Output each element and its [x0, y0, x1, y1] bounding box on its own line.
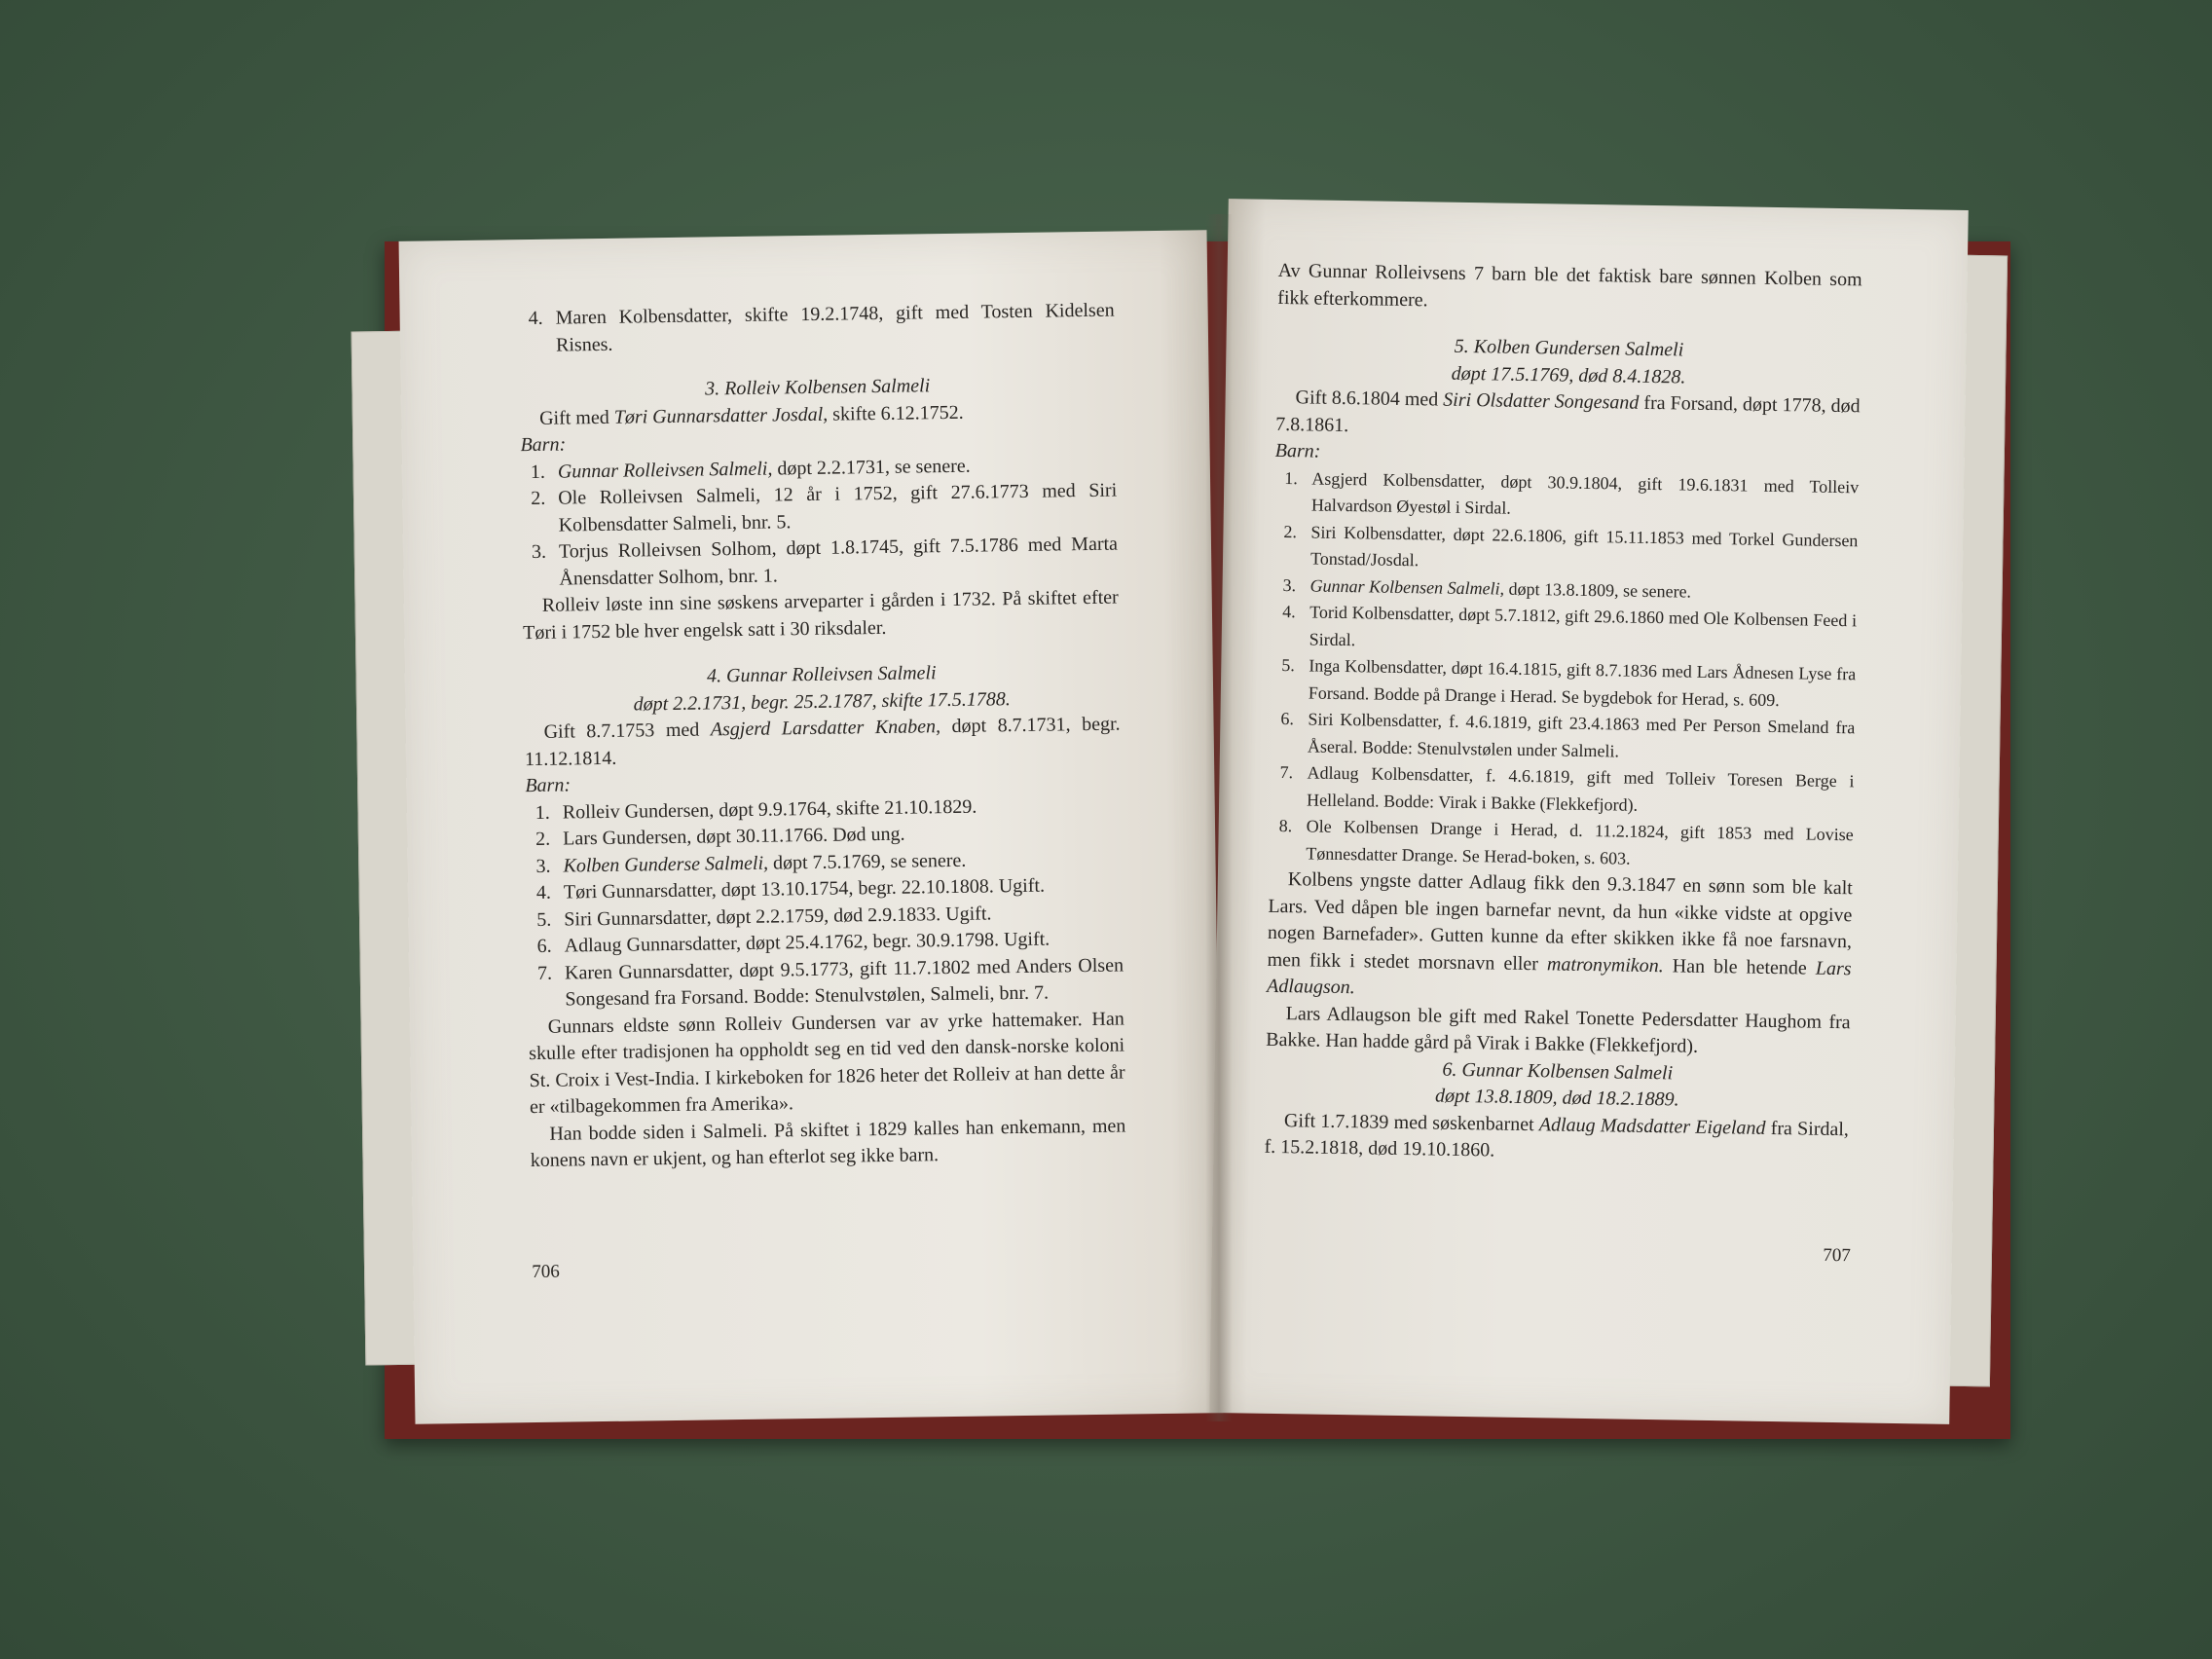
- left-page-text: [518, 298, 1125, 1175]
- section-heading-4: 4. Gunnar Rolleivsen Salmeli: [706, 662, 937, 687]
- paragraph: Lars Adlaugson ble gift med Rakel Tonette Pedersdatter Haughom fra Bakke. Han hadde gård på Virak i Bakke (Flekkefjord).: [1266, 1002, 1851, 1057]
- page-number: 706: [532, 1261, 560, 1283]
- intro-paragraph: Av Gunnar Rolleivsens 7 barn ble det faktisk bare sønnen Kolben som fikk efterkommere.: [1277, 259, 1862, 311]
- section-subheading-5: døpt 17.5.1769, død 8.4.1828.: [1451, 362, 1686, 388]
- list-item: 6. Adlaug Gunnarsdatter, døpt 25.4.1762, begr. 30.9.1798. Ugift.: [536, 928, 1051, 957]
- section-heading-5: 5. Kolben Gundersen Salmeli: [1454, 335, 1684, 361]
- barn-label: Barn:: [1274, 439, 1321, 462]
- list-item: 1. Asgjerd Kolbensdatter, døpt 30.9.1804, gift 19.6.1831 med Tolleiv Halvardson Øyestøl i Sirdal.: [1284, 467, 1860, 518]
- left-page: [399, 230, 1224, 1423]
- book-gutter: [1205, 214, 1233, 1421]
- list-item: 3. Gunnar Kolbensen Salmeli, døpt 13.8.1809, se senere.: [1282, 574, 1692, 602]
- section-note-3: Rolleiv løste inn sine søskens arveparter i gården i 1732. På skiftet efter Tøri i 1752 ble hver engelsk satt i 30 riksdaler.: [523, 586, 1119, 644]
- list-item: 5. Siri Gunnarsdatter, døpt 2.2.1759, død 2.9.1833. Ugift.: [536, 902, 992, 931]
- children-list-4: [526, 792, 1124, 1014]
- list-item: 1. Rolleiv Gundersen, døpt 9.9.1764, skifte 21.10.1829.: [535, 795, 977, 824]
- list-item: 4. Torid Kolbensdatter, døpt 5.7.1812, gift 29.6.1860 med Ole Kolbensen Feed i Sirdal.: [1282, 602, 1858, 649]
- list-item: [518, 298, 1115, 360]
- item-number: 4.: [528, 307, 543, 330]
- list-item: 1. Gunnar Rolleivsen Salmeli, døpt 2.2.1731, se senere.: [530, 455, 971, 483]
- list-item: 8. Ole Kolbensen Drange i Herad, d. 11.2.1824, gift 1853 med Lovise Tønnesdatter Drange. Se Herad-boken, s. 603.: [1278, 816, 1854, 868]
- list-item: 7. Adlaug Kolbensdatter, f. 4.6.1819, gift med Tolleiv Toresen Berge i Helleland. Bodde: Virak i Bakke (Flekkefjord).: [1279, 762, 1855, 815]
- section-heading-3: 3. Rolleiv Kolbensen Salmeli: [705, 375, 931, 400]
- marriage-line-4: Gift 8.7.1753 med Asgjerd Larsdatter Knaben, døpt 8.7.1731, begr. 11.12.1814.: [524, 713, 1121, 770]
- marriage-line-5: Gift 8.6.1804 med Siri Olsdatter Songesand fra Forsand, døpt 1778, død 7.8.1861.: [1275, 387, 1861, 436]
- list-item: 6. Siri Kolbensdatter, f. 4.6.1819, gift 23.4.1863 med Per Person Smeland fra Åseral. Bodde: Stenulvstølen under Salmeli.: [1280, 709, 1856, 760]
- continued-children-list: [518, 298, 1115, 360]
- marriage-line-6: Gift 1.7.1839 med søskenbarnet Adlaug Madsdatter Eigeland fra Sirdal, f. 15.2.1818, død 19.10.1860.: [1264, 1109, 1850, 1161]
- children-list-5: [1269, 464, 1859, 875]
- list-item: 2. Lars Gundersen, døpt 30.11.1766. Død ung.: [535, 823, 905, 850]
- marriage-line-3: Gift med Tøri Gunnarsdatter Josdal, skifte 6.12.1752.: [538, 401, 964, 429]
- section-subheading-4: døpt 2.2.1731, begr. 25.2.1787, skifte 17.5.1788.: [633, 687, 1011, 716]
- item-text: Maren Kolbensdatter, skifte 19.2.1748, gift med Tosten Kidelsen Risnes.: [555, 299, 1115, 356]
- paragraph: Han bodde siden i Salmeli. På skiftet i 1829 kalles han enkemann, men konens navn er ukjent, og han efterlot seg ikke barn.: [530, 1115, 1126, 1172]
- list-item: 7. Karen Gunnarsdatter, døpt 9.5.1773, gift 11.7.1802 med Anders Olsen Songesand fra Forsand. Bodde: Stenulvstølen, Salmeli, bnr. 7.: [536, 954, 1124, 1011]
- list-item: 5. Inga Kolbensdatter, døpt 16.4.1815, gift 8.7.1836 med Lars Ådnesen Lyse fra Forsand. Bodde på Drange i Herad. Se bygdebok for Herad, s. 609.: [1281, 655, 1857, 710]
- paragraph: Gunnars eldste sønn Rolleiv Gundersen var av yrke hattemaker. Han skulle efter tradisjonen ha oppholdt seg en tid ved den dansk-norske koloni St. Croix i Vest-India. I kirkeboken for 1826 heter det Rolleiv at han dette år er «tilbagekommen fra Amerika».: [529, 1008, 1125, 1119]
- paragraph: Kolbens yngste datter Adlaug fikk den 9.3.1847 en sønn som ble kalt Lars. Ved dåpen ble ingen barnefar nevnt, da hun «ikke vidste at opgive nogen Barnefader». Gutten kunne da efter skikken ikke få noe farsnavn, men fikk i stedet morsnavn eller matronymikon. Han ble hetende Lars Adlaugson.: [1266, 868, 1853, 999]
- children-list-3: [521, 451, 1119, 593]
- section-heading-6: 6. Gunnar Kolbensen Salmeli: [1442, 1058, 1674, 1084]
- right-page-text: [1264, 258, 1862, 1170]
- list-item: 2. Siri Kolbensdatter, døpt 22.6.1806, gift 15.11.1853 med Torkel Gundersen Tonstad/Josdal.: [1283, 521, 1859, 571]
- right-page: [1209, 199, 1968, 1424]
- list-item: 4. Tøri Gunnarsdatter, døpt 13.10.1754, begr. 22.10.1808. Ugift.: [535, 874, 1046, 903]
- page-number: 707: [1823, 1244, 1852, 1267]
- section-subheading-6: døpt 13.8.1809, død 18.2.1889.: [1434, 1085, 1679, 1111]
- list-item: 2. Ole Rolleivsen Salmeli, 12 år i 1752, gift 27.6.1773 med Siri Kolbensdatter Salmeli, bnr. 5.: [531, 479, 1118, 536]
- list-item: 3. Torjus Rolleivsen Solhom, døpt 1.8.1745, gift 7.5.1786 med Marta Ånensdatter Solhom, bnr. 1.: [531, 533, 1119, 590]
- barn-label: Barn:: [520, 433, 567, 457]
- list-item: 3. Kolben Gunderse Salmeli, døpt 7.5.1769, se senere.: [535, 849, 967, 877]
- barn-label: Barn:: [525, 774, 571, 797]
